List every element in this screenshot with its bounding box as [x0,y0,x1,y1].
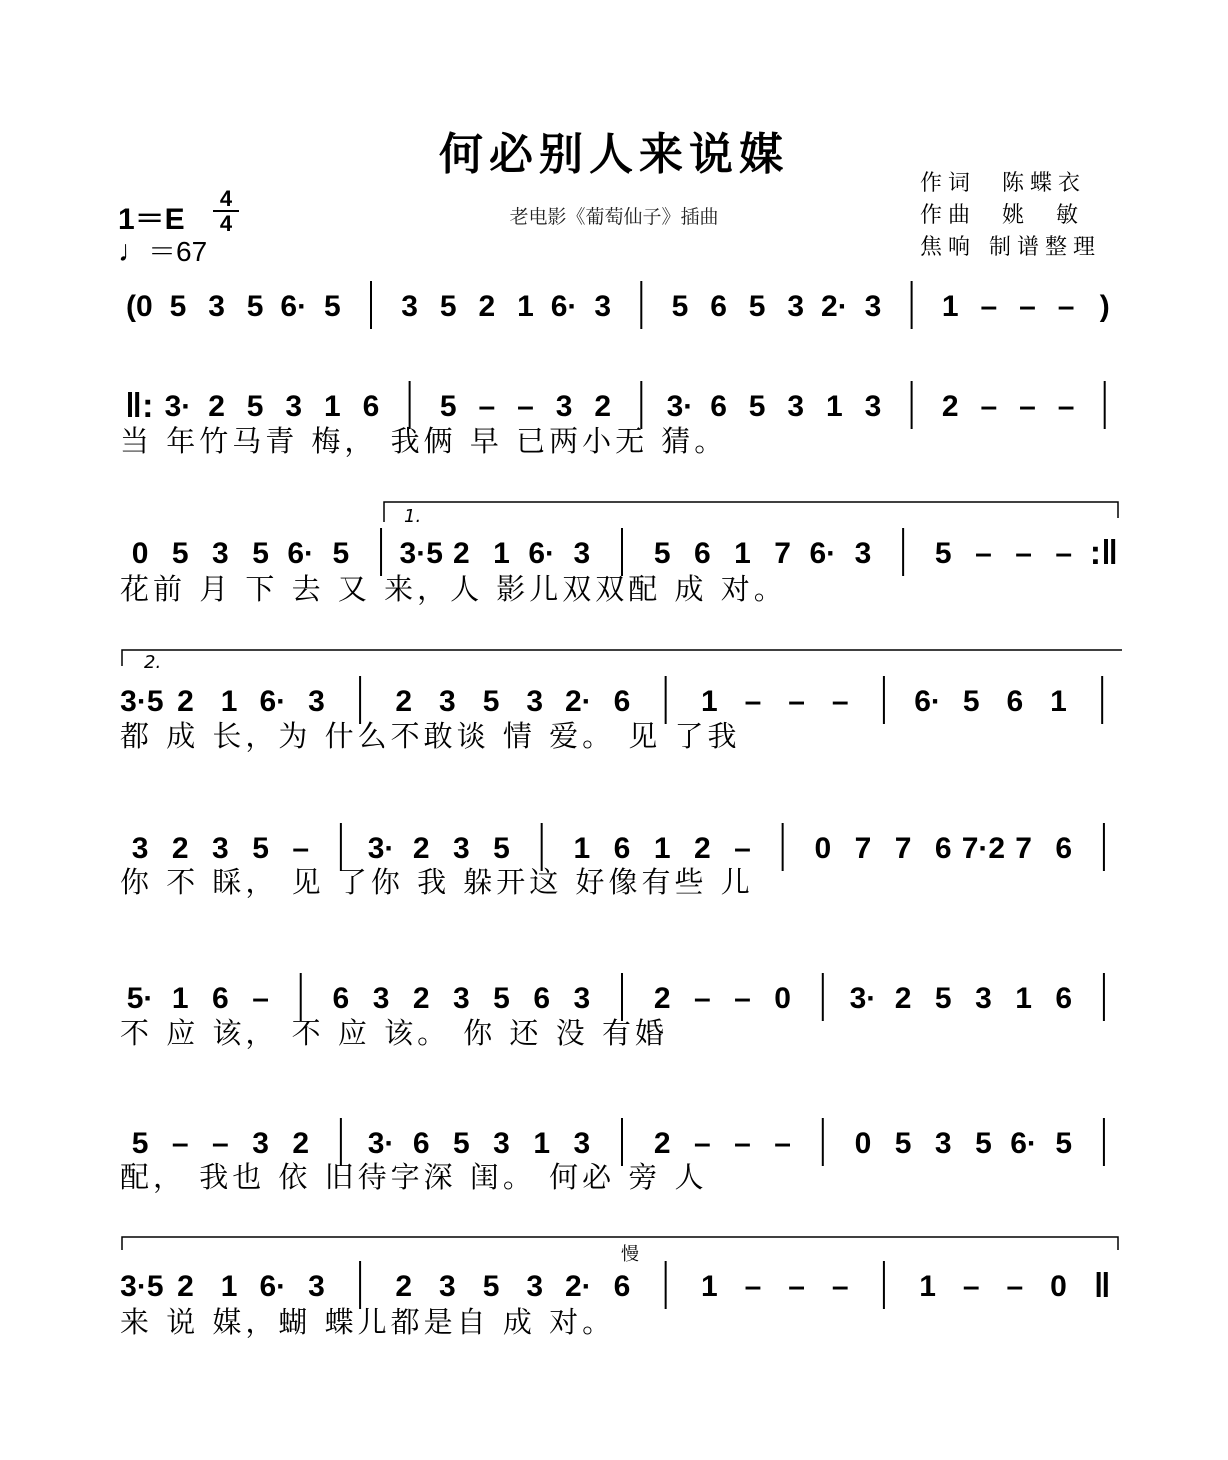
note: – [975,537,992,570]
note: 2 [594,390,612,423]
note: 1 [653,832,671,865]
note: – [831,1270,849,1303]
lyric-line: 花前 月 下 去 又 来，人 影儿双双配 成 对。 [120,572,787,606]
note: 1 [533,1127,551,1160]
note: – [980,290,998,323]
note: 3 [453,982,470,1015]
note: 2 [412,832,430,865]
note: 2 [177,685,194,718]
note: – [1055,537,1073,570]
meter-top: 4 [219,186,233,211]
key-signature: 1＝E [118,203,185,236]
note: 1 [171,982,189,1015]
note: 2 [653,1127,671,1160]
tempo-value: ＝67 [148,236,208,267]
note: 2 [171,832,189,865]
note: 3·5 [120,1270,164,1303]
note: 0 [131,537,149,570]
lyric-line: 当 年竹马青 梅， 我俩 早 已两小无 猜。 [120,424,728,458]
note: – [1057,390,1075,423]
note: 2 [941,390,959,423]
volta-1-label: 1. [404,506,422,527]
note: – [693,982,711,1015]
note: 5 [324,290,341,323]
note: 3 [439,685,456,718]
note: 5 [894,1127,912,1160]
lyric-line: 你 不 睬， 见 了你 我 躲开这 好像有些 儿 [120,865,754,899]
note: 6· [914,685,941,718]
note: 5 [482,685,500,718]
volta-2-bracket [122,650,1122,666]
note: 5 [934,537,952,570]
note: 3 [252,1127,269,1160]
note: 3 [401,290,418,323]
note: 6 [710,390,727,423]
note: 3 [526,1270,544,1303]
note: 3 [787,290,805,323]
note: 7 [1015,832,1032,865]
note: 6 [613,832,631,865]
note: – [1019,290,1036,323]
note: 2 [292,1127,310,1160]
note: 2 [653,982,671,1015]
note: ) [1099,290,1110,323]
note: 7·2 [961,832,1006,865]
note: 6· [259,1270,287,1303]
note: 6 [1055,982,1073,1015]
note: 2 [894,982,912,1015]
repeat-barline: :‖ [1089,534,1119,572]
note: (0 [125,290,153,323]
note: 1 [573,832,591,865]
note: 6· [550,290,578,323]
note: 2 [478,290,496,323]
note: 2 [693,832,711,865]
note: 5 [482,1270,500,1303]
repeat-barline: ‖: [125,387,154,425]
quarter-note-icon: ♩ [118,235,148,268]
note: 2· [565,685,592,718]
note: – [788,685,805,718]
note: 1 [941,290,959,323]
note: – [1015,537,1032,570]
note: 3 [573,537,591,570]
note: 3 [787,390,805,423]
note: 2· [821,290,848,323]
note: 3 [308,685,325,718]
note: 3 [212,537,229,570]
note: – [1019,390,1036,423]
note: 1 [1050,685,1067,718]
note: – [734,982,751,1015]
note: – [962,1270,980,1303]
note: 5 [332,537,350,570]
note: 3 [212,832,229,865]
lyricist-credit: 作词 陈蝶衣 [920,171,1086,196]
note: – [1006,1270,1024,1303]
note: 1 [700,685,718,718]
note: 5 [493,982,510,1015]
note: 3 [493,1127,510,1160]
note: 5 [171,537,189,570]
note: 0 [814,832,832,865]
composer-credit: 作曲 姚 敏 [920,203,1084,228]
note: 3 [934,1127,952,1160]
note: 1 [1015,982,1032,1015]
note: 5 [439,390,457,423]
note: 6 [362,390,380,423]
note: 3· [849,982,877,1015]
note: 3 [526,685,544,718]
note: 6· [280,290,308,323]
note: – [980,390,998,423]
note: 3· [164,390,192,423]
note: 5 [131,1127,149,1160]
arranger-credit: 焦响 制谱整理 [920,235,1101,260]
song-title: 何必别人来说媒 [439,129,789,180]
note: 6· [528,537,556,570]
note: 6· [1010,1127,1037,1160]
ending-bracket [122,1237,1118,1250]
note: 5· [126,982,154,1015]
note: 6· [287,537,315,570]
note: 3 [372,982,390,1015]
note: 2 [453,537,470,570]
note: 6 [934,832,952,865]
lyric-line: 来 说 媒，蝴 蝶儿都是自 成 对。 [120,1305,616,1339]
note: 3 [131,832,149,865]
note: 6· [809,537,837,570]
note: 5 [653,537,671,570]
note: 3 [573,982,591,1015]
note: 5 [493,832,510,865]
note: 6 [1055,832,1073,865]
note: 3 [308,1270,325,1303]
note: 5 [671,290,689,323]
note: 3 [555,390,573,423]
note: 2 [412,982,430,1015]
lyric-line: 不 应 该， 不 应 该。 你 还 没 有婚 [120,1016,668,1050]
note: 5 [169,290,187,323]
note: 7 [894,832,912,865]
note: 6 [533,982,551,1015]
note: 2 [177,1270,194,1303]
note: 2 [208,390,225,423]
note: 2· [565,1270,592,1303]
note: – [171,1127,189,1160]
note: 3· [367,832,395,865]
note: 3 [975,982,992,1015]
note: 3· [367,1127,395,1160]
note: 5 [252,537,269,570]
note: 0 [774,982,791,1015]
note: 6 [412,1127,430,1160]
note: – [252,982,269,1015]
note: 6 [613,1270,631,1303]
note: 1 [919,1270,936,1303]
note: 3 [864,390,882,423]
note: 2 [395,1270,413,1303]
lyric-line: 都 成 长，为 什么不敢谈 情 爱。 见 了我 [120,719,741,753]
note: 5 [246,290,264,323]
note: – [693,1127,711,1160]
song-subtitle: 老电影《葡萄仙子》插曲 [509,206,719,228]
note: 3·5 [120,685,164,718]
note: 1 [517,290,534,323]
note: 5 [975,1127,992,1160]
note: 6 [212,982,229,1015]
note: 5 [252,832,269,865]
repeat-barline: ‖ [1093,1267,1111,1305]
note: – [212,1127,229,1160]
note: 2 [395,685,413,718]
note: 0 [854,1127,872,1160]
note: 7 [854,832,872,865]
note: 6· [259,685,287,718]
note: 3· [666,390,694,423]
note: – [831,685,849,718]
note: 5 [246,390,264,423]
note: – [478,390,496,423]
note: 6 [693,537,711,570]
note: 1 [220,685,238,718]
note: 5 [934,982,952,1015]
note: 3 [864,290,882,323]
note: 1 [324,390,341,423]
note: 5 [439,290,457,323]
note: 5 [453,1127,470,1160]
note: 3 [439,1270,456,1303]
note: – [744,685,762,718]
note: 3·5 [399,537,443,570]
note: 1 [734,537,751,570]
slow-marking: 慢 [621,1244,639,1265]
note: 3 [573,1127,591,1160]
note: 3 [594,290,612,323]
note: 5 [1055,1127,1073,1160]
note: 6 [613,685,631,718]
note: 5 [962,685,980,718]
note: – [1057,290,1075,323]
note: – [788,1270,805,1303]
note: – [292,832,310,865]
note: 6 [1006,685,1024,718]
note: 3 [285,390,303,423]
volta-2-label: 2. [144,652,162,673]
note: 6 [332,982,350,1015]
note: 3 [208,290,225,323]
note: – [734,832,751,865]
note: 1 [493,537,510,570]
meter-bottom: 4 [219,211,233,236]
note: 1 [826,390,843,423]
note: – [517,390,534,423]
note: 0 [1050,1270,1067,1303]
note: – [744,1270,762,1303]
lyric-line: 配， 我也 依 旧待字深 闺。 何必 旁 人 [120,1160,708,1194]
note: – [774,1127,791,1160]
note: 1 [700,1270,718,1303]
volta-1-bracket [384,502,1118,522]
note: – [734,1127,751,1160]
note: 1 [220,1270,238,1303]
note: 5 [748,290,766,323]
note: 5 [748,390,766,423]
note: 6 [710,290,727,323]
note: 3 [854,537,872,570]
note: 3 [453,832,470,865]
note: 7 [774,537,791,570]
